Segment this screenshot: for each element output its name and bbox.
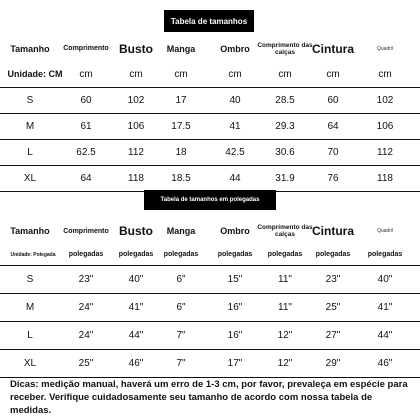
unit-row (0, 61, 420, 87)
column-header: Manga (166, 43, 196, 54)
table-cell: 24" (78, 301, 94, 313)
column-header: Manga (166, 226, 196, 236)
table-cell: 29.3 (275, 120, 295, 132)
table-cell: 31.9 (275, 172, 295, 184)
table-cell: 112 (128, 146, 144, 158)
unit-cell: cm (228, 68, 242, 80)
table-cell: 106 (127, 120, 145, 132)
unit-cell: polegadas (267, 251, 303, 258)
column-header: Comprimento (63, 227, 109, 235)
column-header: Cintura (312, 41, 354, 56)
size-label: XL (23, 357, 37, 369)
size-label: S (26, 273, 34, 285)
unit-row (0, 244, 420, 265)
table-row (0, 139, 420, 165)
table-row (0, 87, 420, 113)
table-cell: 16" (227, 329, 243, 341)
table-cell: 25" (78, 357, 94, 369)
table-cell: 41" (377, 301, 393, 313)
column-header: Busto (119, 224, 153, 238)
table-cell: 15" (227, 273, 243, 285)
unit-label: Unidade: Polegada (10, 251, 56, 258)
column-header: Busto (119, 41, 153, 56)
table-cell: 64 (327, 120, 339, 132)
size-label: S (26, 94, 34, 106)
table-cell: 42.5 (225, 146, 245, 158)
table-cell: 6" (176, 301, 186, 313)
column-header: Tamanho (10, 226, 50, 236)
table-cell: 62.5 (76, 146, 96, 158)
table-cell: 6" (176, 273, 186, 285)
table-cell: 12" (277, 329, 293, 341)
unit-cell: cm (174, 68, 188, 80)
table-cell: 118 (128, 172, 144, 184)
table-cell: 46" (128, 357, 144, 369)
table-cell: 30.6 (275, 146, 295, 158)
unit-cell: polegadas (118, 251, 154, 258)
column-header: Quadril (376, 45, 394, 52)
table-cell: 24" (78, 329, 94, 341)
table-cell: 76 (327, 172, 339, 184)
table-row (0, 265, 420, 293)
unit-cell: cm (378, 68, 392, 80)
table-cell: 61 (80, 120, 92, 132)
table-cell: 41" (128, 301, 144, 313)
size-chart-inches-title: Tabela de tamanhos em polegadas (144, 190, 276, 210)
unit-cell: cm (326, 68, 340, 80)
table-row (0, 113, 420, 139)
table-row (0, 293, 420, 321)
unit-cell: polegadas (315, 251, 351, 258)
unit-cell: polegadas (163, 251, 199, 258)
table-cell: 40" (377, 273, 393, 285)
table-cell: 7" (176, 357, 186, 369)
table-cell: 12" (277, 357, 293, 369)
unit-cell: cm (129, 68, 143, 80)
table-row (0, 321, 420, 349)
unit-label: Unidade: CM (7, 69, 63, 79)
column-header: Cintura (312, 224, 354, 238)
size-label: L (27, 146, 33, 158)
unit-cell: polegadas (367, 251, 403, 258)
table-cell: 60 (80, 94, 92, 106)
size-label: M (25, 301, 35, 313)
table-cell: 17 (175, 94, 187, 106)
unit-cell: polegadas (68, 251, 104, 258)
column-header: Ombro (220, 226, 250, 236)
measurement-note: Dicas: medição manual, haverá um erro de 1-3 cm, por favor, prevaleça em espécie para receber. Verifique cuidadosamente seu tamanho de acordo com nossa tabela de medidas. (10, 379, 408, 416)
table-cell: 64 (80, 172, 92, 184)
column-header: Quadril (376, 228, 394, 234)
table-cell: 17" (227, 357, 243, 369)
column-header: Comprimento das calças (257, 41, 313, 56)
table-cell: 112 (377, 146, 393, 158)
column-header: Ombro (220, 43, 250, 54)
table-cell: 27" (325, 329, 341, 341)
unit-cell: cm (278, 68, 292, 80)
table-cell: 106 (376, 120, 394, 132)
table-cell: 118 (377, 172, 393, 184)
column-header: Comprimento (63, 45, 109, 52)
table-row (0, 165, 420, 191)
size-chart-title: Tabela de tamanhos (164, 10, 254, 32)
table-cell: 18 (175, 146, 187, 158)
table-cell: 28.5 (275, 94, 295, 106)
size-label: XL (23, 172, 37, 184)
table-cell: 11" (278, 273, 292, 285)
table-cell: 41 (229, 120, 241, 132)
table-cell: 16" (227, 301, 243, 313)
header-row (0, 218, 420, 244)
table-cell: 44 (229, 172, 241, 184)
table-cell: 102 (127, 94, 145, 106)
table-cell: 29" (325, 357, 341, 369)
size-label: L (27, 329, 33, 341)
table-cell: 40 (229, 94, 241, 106)
table-cell: 44" (377, 329, 393, 341)
column-header: Comprimento das calças (257, 224, 313, 238)
table-cell: 11" (278, 301, 292, 313)
column-header: Tamanho (10, 43, 50, 54)
table-cell: 60 (327, 94, 339, 106)
table-cell: 23" (78, 273, 94, 285)
unit-cell: polegadas (217, 251, 253, 258)
table-cell: 44" (128, 329, 144, 341)
table-cell: 70 (327, 146, 339, 158)
table-cell: 17.5 (171, 120, 191, 132)
table-row (0, 349, 420, 377)
table-cell: 46" (377, 357, 393, 369)
table-cell: 40" (128, 273, 144, 285)
table-cell: 23" (325, 273, 341, 285)
header-row (0, 36, 420, 61)
table-cell: 18.5 (171, 172, 191, 184)
table-cell: 25" (325, 301, 341, 313)
table-cell: 7" (176, 329, 186, 341)
table-cell: 102 (376, 94, 394, 106)
unit-cell: cm (79, 68, 93, 80)
size-label: M (25, 120, 35, 132)
